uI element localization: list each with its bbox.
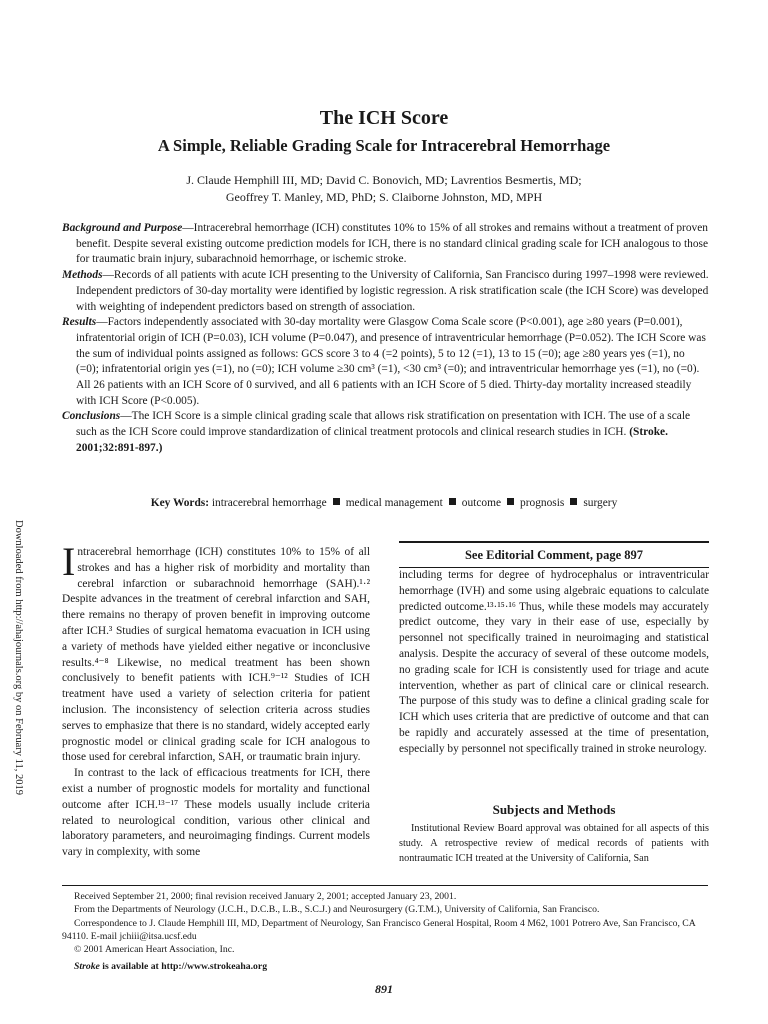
keyword: medical management — [345, 497, 443, 509]
download-watermark-text: Downloaded from http://ahajournals.org by on February 11, 2019 — [13, 520, 24, 795]
footnote-availability — [62, 960, 712, 973]
abstract-conclusions-text: —The ICH Score is a simple clinical grading scale that allows risk stratification on presentation with ICH. The use of a scale such as the ICH Score could improve standardization of clinical treatment protocols and clinical research studies in ICH. — [76, 410, 691, 439]
abstract-methods-text: —Records of all patients with acute ICH presenting to the University of California, San Francisco during 1997–1998 were reviewed. Independent predictors of 30-day mortality were identified by logistic regression. A risk stratification scale (the ICH Score) was developed with weighting of independent predictors based on strength of association. — [76, 269, 709, 313]
square-bullet-icon — [333, 498, 340, 505]
abstract-conclusions — [62, 409, 710, 456]
square-bullet-icon — [570, 498, 577, 505]
footnote-received: Received September 21, 2000; final revision received January 2, 2001; accepted January 23, 2001. — [74, 891, 457, 902]
abstract-citation: (Stroke. 2001;32:891-897.) — [76, 426, 668, 454]
abstract-results-text: —Factors independently associated with 30-day mortality were Glasgow Coma Scale score (P<0.001), age ≥80 years (P=0.001), infratentorial origin of ICH (P=0.03), ICH volume (P=0.047), and presence of intraventricular hemorrhage (P=0.052). The ICH Score was the sum of individual points assigned as follows: GCS score 3 to 4 (=2 points), 5 to 12 (=1), 13 to 15 (=0); age ≥80 years yes (=1), no (=0); infratentorial origin yes (=1), no (=0); ICH volume ≥30 cm³ (=1), <30 cm³ (=0); and intraventricular hemorrhage yes (=1), no (=0). All 26 patients with an ICH Score of 0 survived, and all 6 patients with an ICH Score of 5 died. Thirty-day mortality increased steadily with ICH Score (P<0.005). — [76, 316, 706, 407]
body-paragraph: including terms for degree of hydrocephalus or intraventricular hemorrhage (IVH) and some using algebraic equations to calculate predicted outcome.¹³·¹⁵·¹⁶ Thus, while these models may accurately predict outcome, they vary in their ease of use, especially by personnel not specifically trained in neuroimaging and statistical analysis. Despite the accuracy of several of these outcome models, no grading scale for ICH is consistently used for triage and acute intervention, whether as part of clinical care or clinical research. The purpose of this study was to define a clinical grading scale for ICH which uses criteria that are predictive of outcome and that can be rapidly and accurately assessed at the time of presentation, especially by personnel not specifically trained in stroke neurology. — [399, 569, 709, 755]
abstract-methods — [62, 268, 710, 315]
body-paragraph-text: ntracerebral hemorrhage (ICH) constitutes 10% to 15% of all strokes and has a higher risk of morbidity and mortality than cerebral infarction or subarachnoid hemorrhage (SAH).¹·² Despite advances in the treatment of cerebral infarction and SAH, there remains no therapy of proven benefit in improving outcome after ICH.³ Studies of surgical hematoma evacuation in ICH using a variety of methods have yielded either negative or inconclusive results.⁴⁻⁸ Likewise, no medical treatment has been shown conclusively to benefit patients with ICH.⁹⁻¹² Studies of ICH treatment have used a variety of selection criteria for patient inclusion. The inconsistency of selection criteria across studies serves to emphasize that there is no standard, widely accepted early prognostic model or clinical grading scale for ICH analogous to those used for cerebral infarction, SAH, or traumatic brain injury. — [62, 546, 370, 764]
abstract-results-label: Results — [62, 316, 97, 329]
body-column-right — [399, 568, 709, 758]
abstract-results — [62, 315, 710, 409]
abstract-background-label: Background and Purpose — [62, 222, 183, 234]
body-paragraph — [62, 539, 370, 766]
author-line-2: Geoffrey T. Manley, MD, PhD; S. Claiborne Johnston, MD, MPH — [225, 190, 543, 204]
page-number: 891 — [375, 982, 393, 996]
footnote-copyright: © 2001 American Heart Association, Inc. — [74, 944, 235, 956]
abstract — [62, 221, 710, 457]
abstract-background-text: —Intracerebral hemorrhage (ICH) constitutes 10% to 15% of all strokes and remains without a treatment of proven benefit. Despite several existing outcome prediction models for ICH, there is no standard clinical grading scale for ICH analogous to those for traumatic brain injury, subarachnoid hemorrhage, or ischemic stroke. — [76, 222, 709, 266]
abstract-methods-label: Methods — [62, 269, 103, 282]
section-heading: Subjects and Methods — [492, 802, 616, 817]
footnote-affiliations: From the Departments of Neurology (J.C.H., D.C.B., L.B., S.C.J.) and Neurosurgery (G.T.M.), University of California, San Francisco. — [74, 904, 600, 916]
square-bullet-icon — [449, 498, 456, 505]
editorial-comment-box: See Editorial Comment, page 897 — [399, 541, 709, 568]
square-bullet-icon — [507, 498, 514, 505]
article-title: The ICH Score — [319, 107, 449, 129]
article-subtitle: A Simple, Reliable Grading Scale for Intracerebral Hemorrhage — [157, 136, 611, 155]
abstract-conclusions-label: Conclusions — [62, 410, 121, 423]
footnote-divider — [62, 885, 708, 886]
key-words-label: Key Words: — [150, 497, 210, 509]
keyword: intracerebral hemorrhage — [211, 497, 327, 509]
methods-paragraph — [399, 821, 709, 866]
keyword: outcome — [461, 497, 502, 509]
footnote-correspondence: Correspondence to J. Claude Hemphill III, MD, Department of Neurology, San Francisco General Hospital, Room 4 M62, 1001 Potrero Ave, San Francisco, CA 94110. E-mail jchiii@itsa.ucsf.edu — [62, 917, 696, 942]
journal-url-text: is available at http://www.strokeaha.org — [99, 961, 268, 973]
body-paragraph: In contrast to the lack of efficacious treatments for ICH, there exist a number of prognostic models for mortality and functional outcome after ICH.¹³⁻¹⁷ These models usually include criteria related to neurological condition, various other clinical and laboratory parameters, and neuroimaging findings. Current models vary in complexity, with some — [62, 767, 370, 859]
journal-name: Stroke — [74, 961, 100, 973]
download-watermark — [13, 520, 32, 820]
author-line-1: J. Claude Hemphill III, MD; David C. Bonovich, MD; Lavrentios Besmertis, MD; — [186, 173, 582, 187]
body-column-left — [62, 539, 370, 861]
body-paragraph: Institutional Review Board approval was obtained for all aspects of this study. A retrospective review of medical records of patients with nontraumatic ICH treated at the University of California, San — [399, 823, 709, 864]
abstract-background — [62, 221, 710, 268]
key-words — [0, 497, 768, 509]
author-list — [0, 172, 768, 206]
keyword: surgery — [583, 497, 618, 509]
drop-cap: I — [62, 539, 76, 584]
keyword: prognosis — [520, 497, 565, 509]
footnotes — [62, 890, 712, 974]
